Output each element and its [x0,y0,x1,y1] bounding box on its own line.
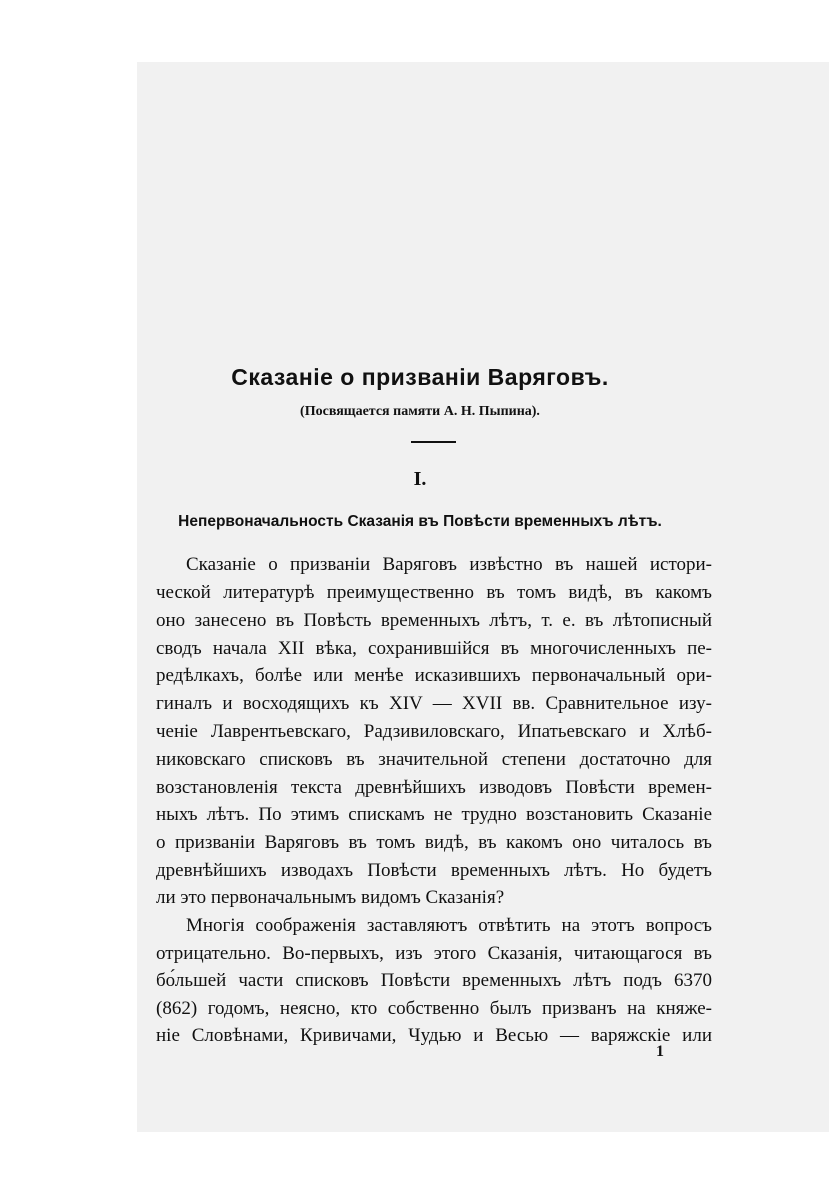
text-line: редѣлкахъ, болѣе или менѣе исказившихъ первоначальный ори- [156,665,712,686]
text-line: Многія соображенія заставляютъ отвѣтить на этотъ вопросъ [186,915,712,936]
text-line: отрицательно. Во-первыхъ, изъ этого Сказанія, читающагося въ [156,943,712,964]
page-number: 1 [656,1043,664,1060]
text-line: сводъ начала XII вѣка, сохранившійся въ многочисленныхъ пе- [156,638,712,659]
text-line: (862) годомъ, неясно, кто собственно былъ призванъ на княже- [156,998,712,1019]
text-line: ныхъ лѣтъ. По этимъ спискамъ не трудно возстановить Сказаніе [156,804,712,825]
text-line: древнѣйшихъ изводахъ Повѣсти временныхъ лѣтъ. Но будетъ [156,860,712,881]
section-heading: Непервоначальность Сказанія въ Повѣсти временныхъ лѣтъ. [178,513,662,530]
text-line: ли это первоначальнымъ видомъ Сказанія? [156,887,505,908]
text-line: о призваніи Варяговъ въ томъ видѣ, въ какомъ оно читалось въ [156,832,712,853]
text-line: ніе Словѣнами, Кривичами, Чудью и Весью — варяжскіе или [156,1025,712,1046]
dedication: (Посвящается памяти А. Н. Пыпина). [300,404,540,419]
text-line: гиналъ и восходящихъ къ XIV — XVII вв. Сравнительное изу- [156,693,712,714]
text-line: возстановленія текста древнѣйшихъ изводовъ Повѣсти времен- [156,777,712,798]
section-number: I. [413,468,427,490]
text-line: ческой литературѣ преимущественно въ томъ видѣ, въ какомъ [156,582,712,603]
text-line: оно занесено въ Повѣсть временныхъ лѣтъ, т. е. въ лѣтописный [156,610,712,631]
text-line: ченіе Лаврентьевскаго, Радзивиловскаго, Ипатьевскаго и Хлѣб- [156,721,712,742]
text-line: Сказаніе о призваніи Варяговъ извѣстно въ нашей истори- [186,554,712,575]
title-rule [411,441,456,443]
text-line: бо́льшей части списковъ Повѣсти временныхъ лѣтъ подъ 6370 [156,970,712,991]
text-line: никовскаго списковъ въ значительной степени достаточно для [156,749,712,770]
document-title: Сказаніе о призваніи Варяговъ. [231,364,609,390]
